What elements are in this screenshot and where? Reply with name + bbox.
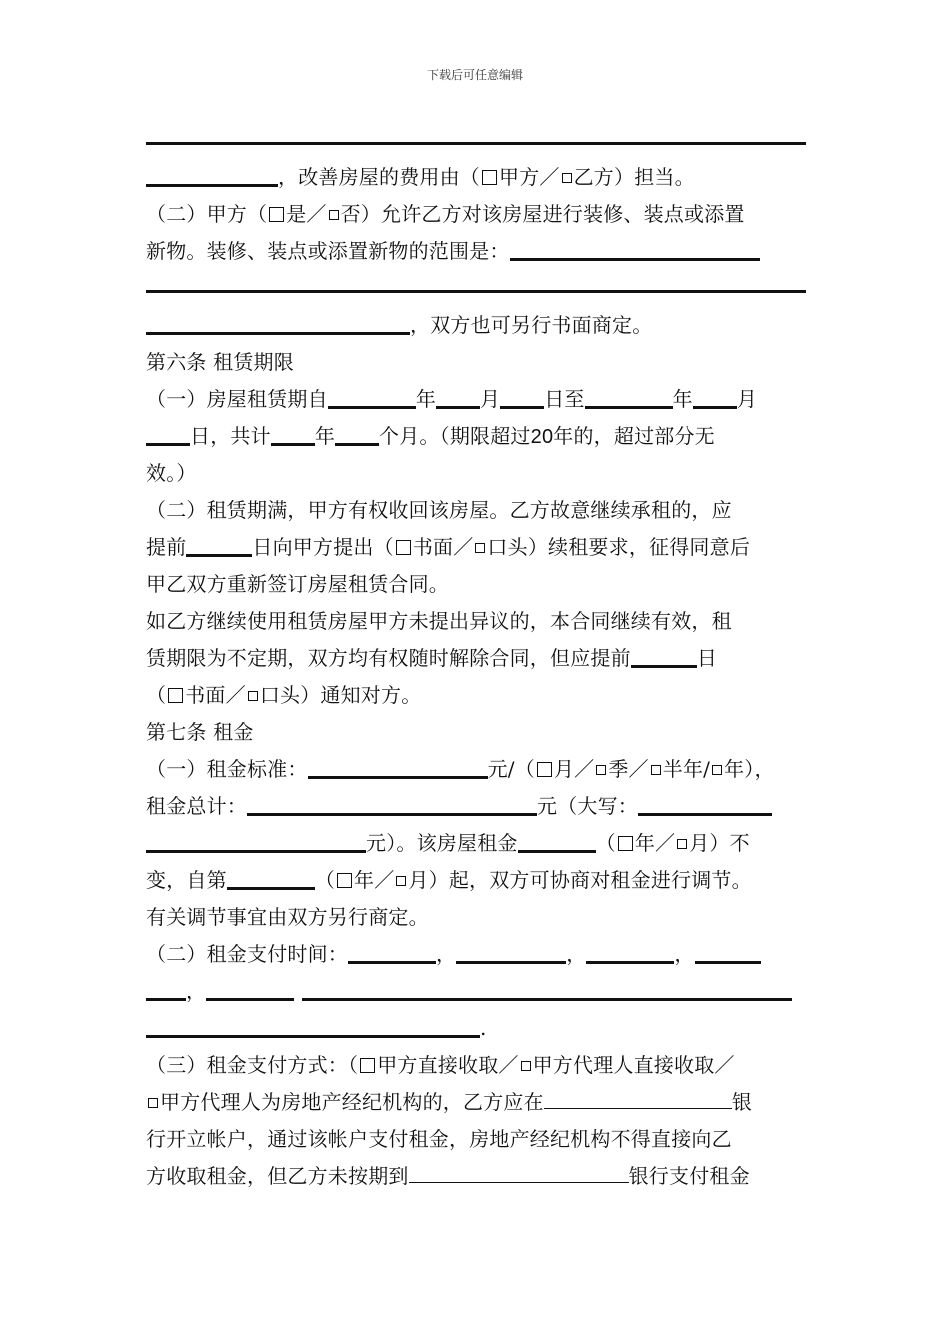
text-line: 有关调节事宜由双方另行商定。 bbox=[146, 905, 429, 929]
text-line: （一）房屋租赁期自 年 月 日至 年 月 bbox=[146, 387, 758, 411]
fill-blank[interactable] bbox=[146, 978, 186, 1001]
fill-blank[interactable] bbox=[271, 423, 315, 446]
fill-blank[interactable] bbox=[186, 534, 252, 557]
checkbox[interactable] bbox=[148, 1098, 158, 1108]
fill-blank[interactable] bbox=[518, 830, 596, 853]
checkbox[interactable] bbox=[712, 765, 722, 775]
fill-blank[interactable] bbox=[146, 1015, 480, 1038]
text-line: （ 书面／ 口头）通知对方。 bbox=[146, 683, 422, 707]
fill-blank[interactable] bbox=[436, 386, 480, 409]
checkbox[interactable] bbox=[360, 1058, 375, 1073]
fill-blank[interactable] bbox=[146, 830, 366, 853]
checkbox[interactable] bbox=[677, 839, 687, 849]
checkbox[interactable] bbox=[329, 210, 339, 220]
text-line: 变，自第 （ 年／ 月）起，双方可协商对租金进行调节。 bbox=[146, 868, 752, 892]
text-line: （一）租金标准： 元/（ 月／ 季／ 半年/ 年）， bbox=[146, 757, 775, 781]
checkbox[interactable] bbox=[521, 1061, 531, 1071]
text-line: 甲方代理人为房地产经纪机构的，乙方应在 银 bbox=[146, 1084, 806, 1121]
checkbox[interactable] bbox=[168, 688, 183, 703]
fill-blank[interactable] bbox=[456, 941, 566, 964]
fill-blank[interactable] bbox=[146, 423, 190, 446]
checkbox[interactable] bbox=[475, 543, 485, 553]
checkbox[interactable] bbox=[337, 873, 352, 888]
checkbox[interactable] bbox=[618, 836, 633, 851]
fill-blank[interactable] bbox=[693, 386, 737, 409]
fill-blank[interactable] bbox=[308, 756, 488, 779]
text-line: ， bbox=[146, 973, 806, 1010]
fill-blank[interactable] bbox=[247, 793, 537, 816]
fill-blank[interactable] bbox=[510, 238, 760, 261]
checkbox[interactable] bbox=[562, 173, 572, 183]
text-line: 方收取租金，但乙方未按期到 银行支付租金 bbox=[146, 1164, 750, 1188]
text-line: 租金总计： 元（大写： bbox=[146, 788, 806, 825]
fill-blank[interactable] bbox=[585, 386, 673, 409]
text-line: （三）租金支付方式：（ 甲方直接收取／ 甲方代理人直接收取／ bbox=[146, 1053, 735, 1077]
checkbox[interactable] bbox=[596, 765, 606, 775]
text-line: 新物。装修、装点或添置新物的范围是： bbox=[146, 233, 806, 270]
checkbox[interactable] bbox=[482, 170, 497, 185]
text-line: （二）甲方（ 是／ 否）允许乙方对该房屋进行装修、装点或添置 bbox=[146, 202, 745, 226]
text-line: 效。） bbox=[146, 461, 197, 485]
fill-blank[interactable] bbox=[146, 270, 806, 293]
checkbox[interactable] bbox=[248, 691, 258, 701]
text-line: 提前 日向甲方提出（ 书面／ 口头）续租要求，征得同意后 bbox=[146, 535, 751, 559]
fill-blank[interactable] bbox=[409, 1162, 629, 1183]
text-line: （二）租金支付时间： ， ， ， bbox=[146, 936, 806, 973]
text-line: 如乙方继续使用租赁房屋甲方未提出异议的，本合同继续有效，租 bbox=[146, 609, 732, 633]
blank-line bbox=[146, 122, 806, 159]
text-line: 赁期限为不定期，双方均有权随时解除合同，但应提前 日 bbox=[146, 646, 718, 670]
fill-blank[interactable] bbox=[302, 978, 792, 1001]
article-6-title: 第六条 租赁期限 bbox=[146, 350, 294, 374]
text-line: ，双方也可另行书面商定。 bbox=[146, 307, 806, 344]
fill-blank[interactable] bbox=[146, 122, 806, 145]
text-line: （二）租赁期满，甲方有权收回该房屋。乙方故意继续承租的，应 bbox=[146, 498, 732, 522]
checkbox[interactable] bbox=[396, 876, 406, 886]
article-7-title: 第七条 租金 bbox=[146, 720, 254, 744]
fill-blank[interactable] bbox=[638, 793, 772, 816]
fill-blank[interactable] bbox=[146, 312, 410, 335]
fill-blank[interactable] bbox=[328, 386, 416, 409]
checkbox[interactable] bbox=[537, 762, 552, 777]
checkbox[interactable] bbox=[651, 765, 661, 775]
text-line: 元）。该房屋租金 （ 年／ 月）不 bbox=[146, 825, 806, 862]
fill-blank[interactable] bbox=[586, 941, 674, 964]
fill-blank[interactable] bbox=[335, 423, 379, 446]
fill-blank[interactable] bbox=[227, 867, 315, 890]
checkbox[interactable] bbox=[269, 207, 284, 222]
fill-blank[interactable] bbox=[631, 645, 697, 668]
blank-line bbox=[146, 270, 806, 307]
text-line: . bbox=[146, 1010, 806, 1047]
fill-blank[interactable] bbox=[544, 1088, 732, 1109]
fill-blank[interactable] bbox=[146, 164, 278, 187]
text-line: 甲乙双方重新签订房屋租赁合同。 bbox=[146, 572, 449, 596]
fill-blank[interactable] bbox=[695, 941, 761, 964]
fill-blank[interactable] bbox=[206, 978, 294, 1001]
text-line: 日，共计 年 个月。（期限超过20年的，超过部分无 bbox=[146, 418, 806, 455]
text-line: ，改善房屋的费用由（ 甲方／ 乙方）担当。 bbox=[146, 159, 806, 196]
checkbox[interactable] bbox=[396, 540, 411, 555]
text-line: 行开立帐户，通过该帐户支付租金，房地产经纪机构不得直接向乙 bbox=[146, 1127, 732, 1151]
page-header-note: 下载后可任意编辑 bbox=[426, 68, 523, 82]
fill-blank[interactable] bbox=[500, 386, 544, 409]
contract-body bbox=[146, 122, 806, 1195]
fill-blank[interactable] bbox=[348, 941, 436, 964]
